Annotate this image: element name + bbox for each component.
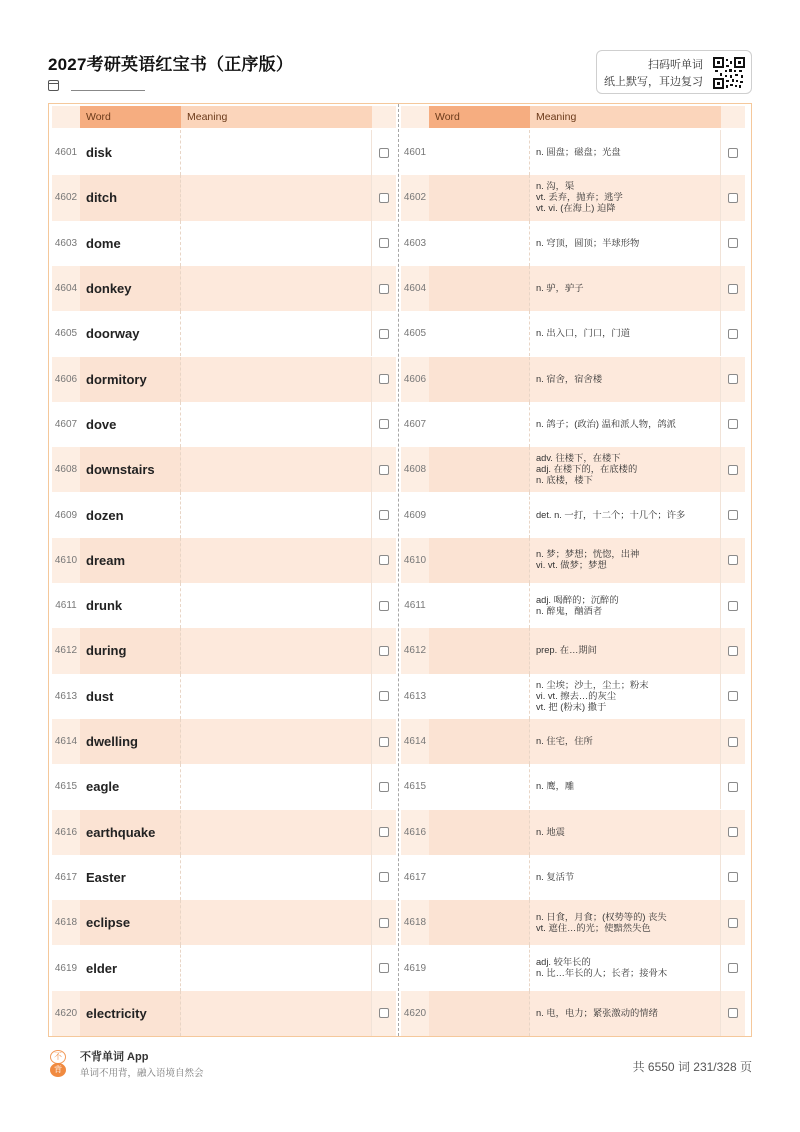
checkbox[interactable]: [728, 737, 738, 747]
checkbox[interactable]: [728, 238, 738, 248]
meaning-line: n. 穹顶，圆顶；半球形物: [536, 237, 640, 248]
entry-number: 4611: [404, 600, 426, 612]
meaning-line: n. 梦；梦想；恍惚，出神: [536, 549, 640, 560]
checkbox[interactable]: [379, 737, 389, 747]
checkbox[interactable]: [728, 1008, 738, 1018]
meaning-blank-cell[interactable]: [181, 402, 372, 447]
meaning-cell: [530, 311, 721, 356]
table-row: [401, 628, 745, 673]
word-blank-cell[interactable]: [429, 719, 530, 764]
checkbox[interactable]: [728, 193, 738, 203]
meaning-header: Meaning: [181, 106, 372, 128]
table-row: [52, 719, 396, 764]
checkbox[interactable]: [379, 419, 389, 429]
word-cell: dust: [80, 674, 181, 719]
checkbox[interactable]: [379, 510, 389, 520]
checkbox-cell: [372, 810, 396, 855]
entry-number: 4605: [403, 328, 427, 340]
word-cell: during: [80, 628, 181, 673]
meaning-line: n. 地震: [536, 826, 565, 837]
word-cell: electricity: [80, 991, 181, 1036]
entry-number: 4619: [403, 962, 427, 974]
meaning-blank-cell[interactable]: [181, 583, 372, 628]
table-row: [401, 402, 745, 447]
meaning-cell: [530, 945, 721, 990]
table-row: [52, 810, 396, 855]
meaning-line: vi. vt. 做梦；梦想: [536, 560, 607, 571]
meaning-line: n. 圆盘；磁盘；光盘: [536, 147, 621, 158]
entry-number: 4603: [403, 237, 427, 249]
word-header: Word: [429, 106, 530, 128]
table-row: [52, 221, 396, 266]
qr-code-icon[interactable]: [713, 57, 745, 89]
table-row: [52, 583, 396, 628]
right-table-header: [401, 106, 745, 128]
meaning-cell: [530, 538, 721, 583]
checkbox[interactable]: [379, 148, 389, 158]
entry-number: 4620: [54, 1007, 78, 1019]
word-cell: doorway: [80, 311, 181, 356]
meaning-blank-cell[interactable]: [181, 311, 372, 356]
word-cell: donkey: [80, 266, 181, 311]
qr-card[interactable]: [596, 50, 752, 94]
meaning-line: adj. 在楼下的，在底楼的: [536, 464, 638, 475]
entry-number: 4611: [55, 600, 77, 612]
checkbox-cell: [721, 447, 745, 492]
entry-number: 4617: [403, 871, 427, 883]
word-cell: downstairs: [80, 447, 181, 492]
checkbox-cell: [372, 628, 396, 673]
checkbox[interactable]: [728, 510, 738, 520]
word-cell: dome: [80, 221, 181, 266]
checkbox-cell: [721, 628, 745, 673]
checkbox-cell: [372, 719, 396, 764]
table-row: [401, 447, 745, 492]
entry-number: 4607: [54, 418, 78, 430]
checkbox-cell: [372, 538, 396, 583]
entry-number: 4605: [54, 328, 78, 340]
checkbox-cell: [372, 991, 396, 1036]
meaning-blank-cell[interactable]: [181, 538, 372, 583]
calendar-icon: [48, 80, 59, 91]
checkbox[interactable]: [379, 601, 389, 611]
meaning-cell: [530, 991, 721, 1036]
checkbox[interactable]: [379, 1008, 389, 1018]
entry-number: 4609: [54, 509, 78, 521]
qr-line2: 纸上默写，耳边复习: [604, 76, 703, 88]
entry-number: 4609: [403, 509, 427, 521]
table-row: [52, 357, 396, 402]
checkbox[interactable]: [379, 646, 389, 656]
checkbox-cell: [721, 492, 745, 537]
date-field: [48, 80, 145, 91]
meaning-line: n. 驴，驴子: [536, 283, 584, 294]
table-row: [52, 538, 396, 583]
checkbox-cell: [372, 900, 396, 945]
checkbox[interactable]: [379, 555, 389, 565]
checkbox-cell: [372, 175, 396, 220]
meaning-cell: [530, 266, 721, 311]
word-cell: dormitory: [80, 357, 181, 402]
checkbox[interactable]: [379, 193, 389, 203]
meaning-line: n. 复活节: [536, 871, 575, 882]
checkbox-cell: [372, 492, 396, 537]
entry-number: 4608: [54, 464, 78, 476]
table-row: [401, 855, 745, 900]
checkbox[interactable]: [379, 284, 389, 294]
meaning-line: n. 宿舍，宿舍楼: [536, 373, 603, 384]
meaning-cell: [530, 175, 721, 220]
entry-number: 4601: [403, 147, 427, 159]
table-row: [401, 538, 745, 583]
table-row: [401, 175, 745, 220]
checkbox-cell: [372, 357, 396, 402]
word-cell: dozen: [80, 492, 181, 537]
word-blank-cell[interactable]: [429, 221, 530, 266]
meaning-cell: [530, 719, 721, 764]
table-row: [401, 311, 745, 356]
table-row: [401, 583, 745, 628]
entry-number: 4606: [403, 373, 427, 385]
meaning-line: n. 日食，月食；(权势等的) 丧失: [536, 911, 667, 922]
entry-number: 4615: [403, 781, 427, 793]
date-blank-line[interactable]: [71, 81, 145, 91]
meaning-blank-cell[interactable]: [181, 810, 372, 855]
meaning-blank-cell[interactable]: [181, 492, 372, 537]
word-cell: ditch: [80, 175, 181, 220]
word-blank-cell[interactable]: [429, 674, 530, 719]
meaning-cell: [530, 492, 721, 537]
table-row: [401, 945, 745, 990]
word-cell: eclipse: [80, 900, 181, 945]
page-title: 2027考研英语红宝书（正序版）: [48, 55, 294, 74]
word-blank-cell[interactable]: [429, 583, 530, 628]
word-blank-cell[interactable]: [429, 628, 530, 673]
table-row: [52, 855, 396, 900]
qr-caption: [604, 57, 703, 91]
checkbox[interactable]: [728, 827, 738, 837]
table-row: [52, 628, 396, 673]
word-blank-cell[interactable]: [429, 311, 530, 356]
meaning-cell: [530, 628, 721, 673]
word-cell: disk: [80, 130, 181, 175]
meaning-line: n. 电，电力；紧张激动的情绪: [536, 1007, 658, 1018]
entry-number: 4612: [54, 645, 78, 657]
checkbox[interactable]: [728, 646, 738, 656]
word-cell: elder: [80, 945, 181, 990]
checkbox-cell: [372, 674, 396, 719]
entry-number: 4607: [403, 418, 427, 430]
word-blank-cell[interactable]: [429, 175, 530, 220]
entry-number: 4618: [54, 917, 78, 929]
table-row: [401, 674, 745, 719]
checkbox-cell: [721, 945, 745, 990]
checkbox-cell: [721, 311, 745, 356]
word-blank-cell[interactable]: [429, 402, 530, 447]
table-row: [401, 991, 745, 1036]
entry-number: 4603: [54, 237, 78, 249]
checkbox-cell: [721, 764, 745, 809]
entry-number: 4617: [54, 871, 78, 883]
page-info: 共 6550 词 231/328 页: [632, 1060, 752, 1074]
meaning-line: n. 醉鬼，酗酒者: [536, 605, 603, 616]
checkbox[interactable]: [728, 691, 738, 701]
left-table-header: [52, 106, 396, 128]
entry-number: 4613: [54, 690, 78, 702]
entry-number: 4620: [403, 1007, 427, 1019]
checkbox[interactable]: [379, 374, 389, 384]
table-row: [401, 130, 745, 175]
checkbox[interactable]: [728, 782, 738, 792]
word-cell: Easter: [80, 855, 181, 900]
word-cell: dream: [80, 538, 181, 583]
meaning-cell: [530, 810, 721, 855]
checkbox[interactable]: [728, 872, 738, 882]
table-row: [52, 447, 396, 492]
meaning-blank-cell[interactable]: [181, 900, 372, 945]
entry-number: 4602: [54, 192, 78, 204]
checkbox-cell: [721, 719, 745, 764]
meaning-cell: [530, 674, 721, 719]
entry-number: 4619: [54, 962, 78, 974]
logo-top-glyph: 不: [50, 1050, 66, 1064]
meaning-blank-cell[interactable]: [181, 130, 372, 175]
word-cell: eagle: [80, 764, 181, 809]
meaning-line: vt. 遮住…的光；使黯然失色: [536, 922, 651, 933]
checkbox-cell: [721, 357, 745, 402]
checkbox[interactable]: [379, 963, 389, 973]
meaning-line: det. n. 一打，十二个；十几个；许多: [536, 509, 686, 520]
checkbox-cell: [721, 538, 745, 583]
table-row: [401, 221, 745, 266]
table-row: [52, 764, 396, 809]
meaning-line: n. 鸽子；(政治) 温和派人物，鸽派: [536, 418, 676, 429]
meaning-line: n. 住宅，住所: [536, 736, 593, 747]
checkbox-cell: [721, 900, 745, 945]
checkbox-cell: [372, 130, 396, 175]
checkbox[interactable]: [379, 782, 389, 792]
table-row: [52, 991, 396, 1036]
table-row: [401, 719, 745, 764]
meaning-cell: [530, 402, 721, 447]
entry-number: 4616: [54, 826, 78, 838]
meaning-line: adv. 往楼下，在楼下: [536, 453, 621, 464]
word-cell: dwelling: [80, 719, 181, 764]
table-row: [52, 311, 396, 356]
table-row: [401, 266, 745, 311]
meaning-line: adj. 喝醉的；沉醉的: [536, 594, 619, 605]
word-blank-cell[interactable]: [429, 855, 530, 900]
checkbox-cell: [372, 402, 396, 447]
qr-line1: 扫码听单词: [648, 59, 703, 71]
meaning-cell: [530, 447, 721, 492]
checkbox-cell: [721, 130, 745, 175]
word-blank-cell[interactable]: [429, 991, 530, 1036]
checkbox-cell: [721, 175, 745, 220]
word-cell: dove: [80, 402, 181, 447]
entry-number: 4618: [403, 917, 427, 929]
entry-number: 4610: [403, 554, 427, 566]
meaning-line: n. 比…年长的人；长者；接骨木: [536, 968, 668, 979]
table-row: [52, 266, 396, 311]
meaning-column: [401, 106, 745, 1036]
meaning-line: n. 沟，渠: [536, 181, 575, 192]
meaning-blank-cell[interactable]: [181, 221, 372, 266]
meaning-blank-cell[interactable]: [181, 674, 372, 719]
meaning-line: n. 鹰，雕: [536, 781, 575, 792]
word-cell: drunk: [80, 583, 181, 628]
checkbox-cell: [372, 583, 396, 628]
entry-number: 4608: [403, 464, 427, 476]
table-row: [52, 492, 396, 537]
checkbox-cell: [721, 991, 745, 1036]
entry-number: 4615: [54, 781, 78, 793]
table-row: [52, 175, 396, 220]
entry-number: 4614: [54, 736, 78, 748]
checkbox-cell: [372, 447, 396, 492]
checkbox-cell: [372, 221, 396, 266]
meaning-line: n. 底楼，楼下: [536, 475, 593, 486]
meaning-cell: [530, 583, 721, 628]
word-header: Word: [80, 106, 181, 128]
meaning-line: prep. 在…期间: [536, 645, 597, 656]
meaning-cell: [530, 130, 721, 175]
app-logo-icon: [48, 1050, 70, 1076]
table-row: [401, 357, 745, 402]
checkbox-cell: [721, 810, 745, 855]
word-blank-cell[interactable]: [429, 130, 530, 175]
meaning-blank-cell[interactable]: [181, 855, 372, 900]
meaning-blank-cell[interactable]: [181, 628, 372, 673]
word-blank-cell[interactable]: [429, 764, 530, 809]
logo-bottom-glyph: 背: [50, 1063, 66, 1077]
table-row: [52, 402, 396, 447]
meaning-blank-cell[interactable]: [181, 175, 372, 220]
table-row: [52, 674, 396, 719]
entry-number: 4602: [403, 192, 427, 204]
meaning-cell: [530, 855, 721, 900]
table-row: [401, 764, 745, 809]
meaning-blank-cell[interactable]: [181, 357, 372, 402]
checkbox[interactable]: [379, 691, 389, 701]
word-blank-cell[interactable]: [429, 538, 530, 583]
word-column: [52, 106, 396, 1036]
table-row: [52, 130, 396, 175]
meaning-line: vt. 丢弃，抛弃；逃学: [536, 192, 623, 203]
meaning-blank-cell[interactable]: [181, 764, 372, 809]
checkbox[interactable]: [728, 148, 738, 158]
entry-number: 4610: [54, 554, 78, 566]
meaning-blank-cell[interactable]: [181, 447, 372, 492]
checkbox-cell: [372, 764, 396, 809]
checkbox-cell: [372, 266, 396, 311]
table-row: [52, 900, 396, 945]
word-cell: earthquake: [80, 810, 181, 855]
word-blank-cell[interactable]: [429, 945, 530, 990]
checkbox[interactable]: [728, 963, 738, 973]
table-row: [52, 945, 396, 990]
meaning-cell: [530, 221, 721, 266]
entry-number: 4612: [403, 645, 427, 657]
word-blank-cell[interactable]: [429, 266, 530, 311]
checkbox[interactable]: [728, 419, 738, 429]
checkbox-cell: [721, 583, 745, 628]
entry-number: 4616: [403, 826, 427, 838]
checkbox[interactable]: [728, 284, 738, 294]
entry-number: 4604: [403, 283, 427, 295]
checkbox-cell: [372, 311, 396, 356]
word-blank-cell[interactable]: [429, 357, 530, 402]
table-row: [401, 900, 745, 945]
fold-divider: [398, 104, 399, 1036]
meaning-line: n. 尘埃；沙土，尘土；粉末: [536, 679, 649, 690]
meaning-line: vt. vi. (在海上) 迫降: [536, 203, 616, 214]
checkbox[interactable]: [379, 872, 389, 882]
word-blank-cell[interactable]: [429, 810, 530, 855]
entry-number: 4606: [54, 373, 78, 385]
checkbox-cell: [372, 855, 396, 900]
meaning-blank-cell[interactable]: [181, 719, 372, 764]
meaning-blank-cell[interactable]: [181, 266, 372, 311]
entry-number: 4604: [54, 283, 78, 295]
meaning-line: adj. 较年长的: [536, 957, 591, 968]
app-name: 不背单词 App: [80, 1051, 149, 1063]
checkbox-cell: [721, 855, 745, 900]
checkbox[interactable]: [728, 601, 738, 611]
page-footer: [48, 1048, 752, 1080]
checkbox-cell: [721, 674, 745, 719]
checkbox-cell: [721, 266, 745, 311]
checkbox[interactable]: [379, 238, 389, 248]
word-blank-cell[interactable]: [429, 900, 530, 945]
checkbox[interactable]: [379, 827, 389, 837]
page-header: [48, 50, 752, 98]
word-blank-cell[interactable]: [429, 492, 530, 537]
checkbox-cell: [721, 221, 745, 266]
checkbox-cell: [721, 402, 745, 447]
entry-number: 4614: [403, 736, 427, 748]
checkbox[interactable]: [728, 918, 738, 928]
table-row: [401, 492, 745, 537]
entry-number: 4613: [403, 690, 427, 702]
meaning-blank-cell[interactable]: [181, 945, 372, 990]
meaning-cell: [530, 900, 721, 945]
meaning-cell: [530, 764, 721, 809]
table-row: [401, 810, 745, 855]
app-slogan: 单词不用背，融入语境自然会: [80, 1068, 204, 1079]
checkbox[interactable]: [728, 465, 738, 475]
checkbox[interactable]: [728, 555, 738, 565]
meaning-line: vi. vt. 擦去…的灰尘: [536, 690, 617, 701]
checkbox[interactable]: [728, 329, 738, 339]
meaning-header: Meaning: [530, 106, 721, 128]
checkbox[interactable]: [379, 465, 389, 475]
vocab-table: [48, 103, 752, 1037]
meaning-cell: [530, 357, 721, 402]
meaning-blank-cell[interactable]: [181, 991, 372, 1036]
checkbox[interactable]: [379, 329, 389, 339]
meaning-line: vt. 把 (粉末) 撒于: [536, 701, 607, 712]
entry-number: 4601: [54, 147, 78, 159]
word-blank-cell[interactable]: [429, 447, 530, 492]
checkbox[interactable]: [728, 374, 738, 384]
meaning-line: n. 出入口，门口，门道: [536, 328, 631, 339]
checkbox-cell: [372, 945, 396, 990]
checkbox[interactable]: [379, 918, 389, 928]
